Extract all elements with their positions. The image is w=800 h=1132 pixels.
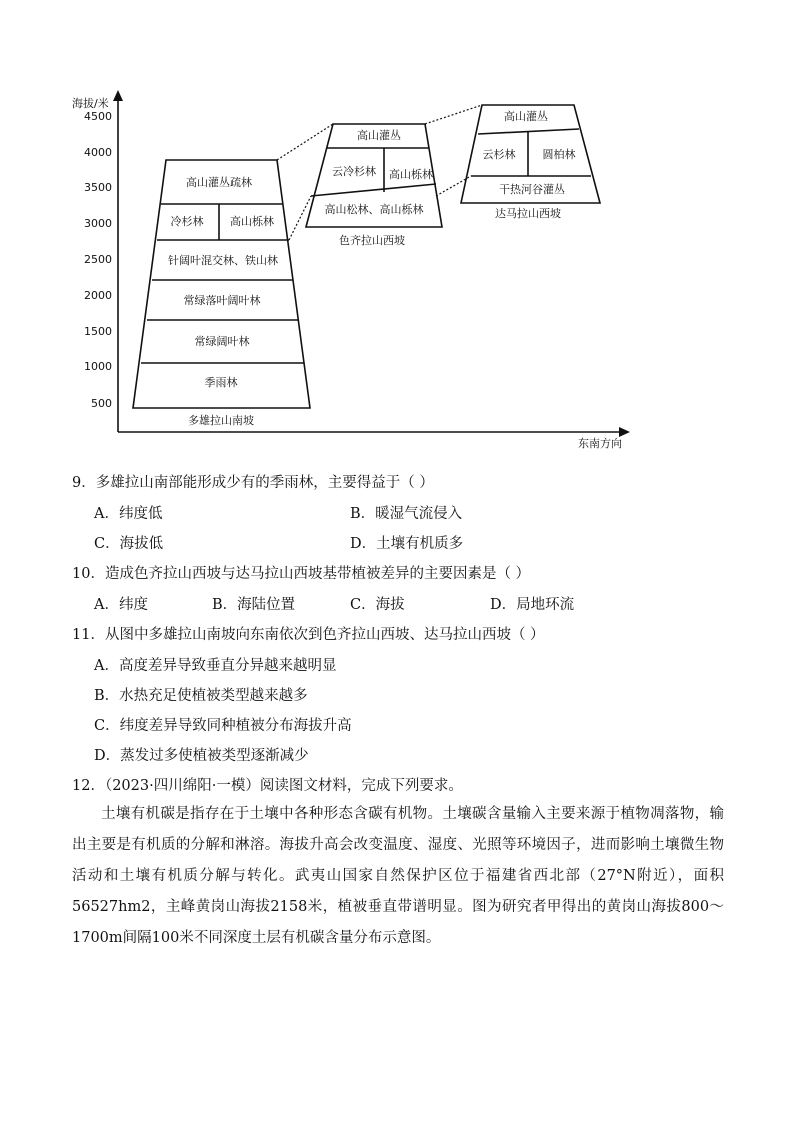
question-11-option-d: D．蒸发过多使植被类型逐渐减少 — [94, 748, 309, 764]
belt-label: 常绿阔叶林 — [194, 335, 250, 348]
question-9-option-b: B．暖湿气流侵入 — [350, 506, 463, 522]
slope-duoxiongla — [133, 160, 310, 408]
y-axis-arrow — [113, 90, 123, 101]
y-tick-label: 1500 — [84, 325, 112, 338]
y-tick-label: 3500 — [84, 181, 112, 194]
slope-seqila-labels — [325, 128, 434, 247]
y-tick-label: 500 — [91, 397, 112, 410]
question-11-stem: 11．从图中多雄拉山南坡向东南依次到色齐拉山西坡、达马拉山西坡（ ） — [72, 627, 545, 643]
slope-outline — [133, 160, 310, 408]
slope-name: 达马拉山西坡 — [495, 207, 561, 220]
question-12-material: 土壤有机碳是指存在于土壤中各种形态含碳有机物。土壤碳含量输入主要来源于植物凋落物，输出主要是有机质的分解和淋溶。海拔升高会改变温度、湿度、光照等环境因子，进而影响土壤微生物活动和土壤有机质分解与转化。武夷山国家自然保护区位于福建省西北部（27°N附近），面积56527hm2，主峰黄岗山海拔2158米，植被垂直带谱明显。图为研究者甲得出的黄岗山海拔800～1700m间隔100米不同深度土层有机碳含量分布示意图。 — [72, 806, 724, 946]
question-11-option-a: A．高度差异导致垂直分异越来越明显 — [94, 658, 337, 674]
question-9-stem: 9．多雄拉山南部能形成少有的季雨林，主要得益于（ ） — [72, 475, 434, 491]
belt-label: 高山栎林 — [389, 168, 433, 181]
question-9-option-a: A．纬度低 — [94, 506, 163, 522]
x-axis-arrow — [619, 427, 630, 437]
question-10-option-d: D．局地环流 — [490, 597, 575, 613]
belt-label: 高山栎林 — [230, 215, 274, 228]
belt-label: 云冷杉林 — [332, 165, 376, 178]
question-9-option-c: C．海拔低 — [94, 536, 164, 552]
belt-label: 冷杉林 — [170, 215, 204, 228]
question-10-option-b: B．海陆位置 — [212, 597, 296, 613]
question-11-option-c: C．纬度差异导致同种植被分布海拔升高 — [94, 718, 352, 734]
y-tick-label: 2500 — [84, 253, 112, 266]
belt-label: 高山灌丛疏林 — [186, 176, 252, 189]
belt-label: 高山灌丛 — [504, 110, 548, 123]
belt-label: 针阔叶混交林、铁山林 — [168, 254, 278, 267]
question-10-option-a: A．纬度 — [94, 597, 148, 613]
y-tick-label: 4500 — [84, 110, 112, 123]
y-axis-label: 海拔/米 — [72, 97, 109, 110]
y-tick-labels — [84, 110, 112, 410]
belt-label: 干热河谷灌丛 — [499, 183, 565, 196]
y-tick-label: 4000 — [84, 146, 112, 159]
y-tick-label: 3000 — [84, 217, 112, 230]
belt-label: 圆柏林 — [542, 148, 576, 161]
question-11-option-b: B．水热充足使植被类型越来越多 — [94, 688, 308, 704]
question-12-stem: 12．（2023·四川绵阳·一模）阅读图文材料，完成下列要求。 — [72, 778, 463, 794]
slope-duoxiongla-labels — [168, 175, 278, 427]
x-axis-label: 东南方向 — [578, 437, 622, 450]
vegetation-belt-figure — [0, 0, 800, 460]
slope-name: 多雄拉山南坡 — [188, 414, 254, 427]
belt-label: 云杉林 — [482, 148, 516, 161]
slope-name: 色齐拉山西坡 — [339, 234, 405, 247]
question-10-option-c: C．海拔 — [350, 597, 405, 613]
belt-label: 季雨林 — [204, 376, 238, 389]
question-10-stem: 10．造成色齐拉山西坡与达马拉山西坡基带植被差异的主要因素是（ ） — [72, 566, 531, 582]
y-tick-label: 1000 — [84, 360, 112, 373]
y-tick-label: 2000 — [84, 289, 112, 302]
belt-label: 高山松林、高山栎林 — [324, 203, 424, 216]
connector-line — [425, 105, 482, 124]
belt-label: 高山灌丛 — [357, 129, 401, 142]
belt-label: 常绿落叶阔叶林 — [183, 294, 261, 307]
question-9-option-d: D．土壤有机质多 — [350, 536, 464, 552]
